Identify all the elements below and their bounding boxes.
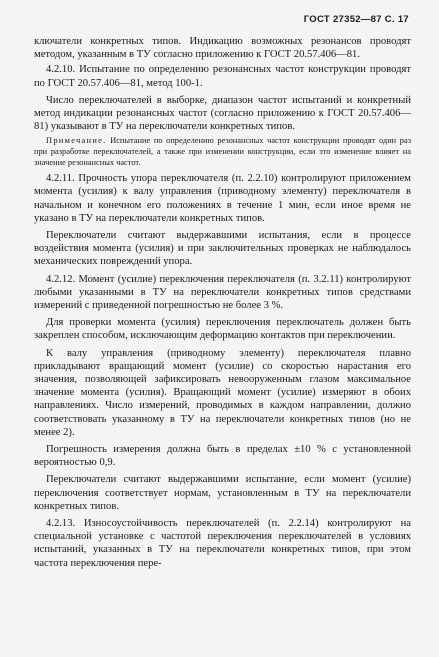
clause-4-2-13: 4.2.13. Износоустойчивость переключателей (п. 2.2.14) контролируют на специальной установке с частотой переключения переключателей в условиях испытаний, указанных в ТУ на переключатели конкретных типов, при этом частота переключения пере- [34, 518, 411, 569]
paragraph: ключатели конкретных типов. Индикацию возможных резонансов проводят методом, указанным в ТУ согласно приложению к ГОСТ 20.57.406—81. [34, 36, 411, 61]
paragraph: Число переключателей в выборке, диапазон частот испытаний и конкретный метод индикации резонансных частот (согласно приложению к ГОСТ 20.57.406—81) указывают в ТУ на переключатели конкретных типов. [34, 94, 411, 133]
note-label: Примечание. [46, 136, 107, 146]
page-header: ГОСТ 27352—87 С. 17 [303, 14, 409, 25]
paragraph: Погрешность измерения должна быть в пределах ±10 % с установленной вероятностью 0,9. [34, 444, 411, 469]
paragraph: Для проверки момента (усилия) переключения переключатель должен быть закреплен способом, исключающим деформацию контактов при переключении. [34, 317, 411, 342]
paragraph: К валу управления (приводному элементу) переключателя плавно прикладывают вращающий момент (усилие) со скоростью нарастания его значения, позволяющей зафиксировать невооруженным глазом максимальное значение момента (усилия). Вращающий момент (усилие) измеряют в обоих направлениях. Число измерений, проводимых в каждом направлении, должно соответствовать указанному в ТУ на переключатели конкретных типов (но не менее 2). [34, 347, 411, 438]
paragraph: Переключатели считают выдержавшими испытание, если момент (усилие) переключения соответствует нормам, установленным в ТУ на переключатели конкретных типов. [34, 474, 411, 512]
paragraph: Переключатели считают выдержавшими испытания, если в процессе воздействия момента (усилия) и при заключительных проверках не наблюдалось механических повреждений упора. [34, 230, 411, 268]
note-text: Испытание по определению резонансных частот конструкции проводят один раз при разработке переключателей, а также при изменении конструкции, если это изменение влияет на значение резонансных частот. [34, 136, 411, 167]
clause-4-2-11: 4.2.11. Прочность упора переключателя (п. 2.2.10) контролируют приложением момента (усилия) к валу управления (приводному элементу) переключателя в начальном и конечном его положениях в течение 1 мин, если иное время не указано в ТУ на переключатели конкретных типов. [34, 173, 411, 224]
clause-4-2-12: 4.2.12. Момент (усилие) переключения переключателя (п. 3.2.11) контролируют любыми указанными в ТУ на переключатели конкретных типов средствами измерений с приведенной погрешностью не более 3 %. [34, 273, 411, 312]
clause-4-2-10: 4.2.10. Испытание по определению резонансных частот конструкции проводят по ГОСТ 20.57.406—81, метод 100-1. [34, 64, 411, 89]
note [34, 136, 411, 168]
